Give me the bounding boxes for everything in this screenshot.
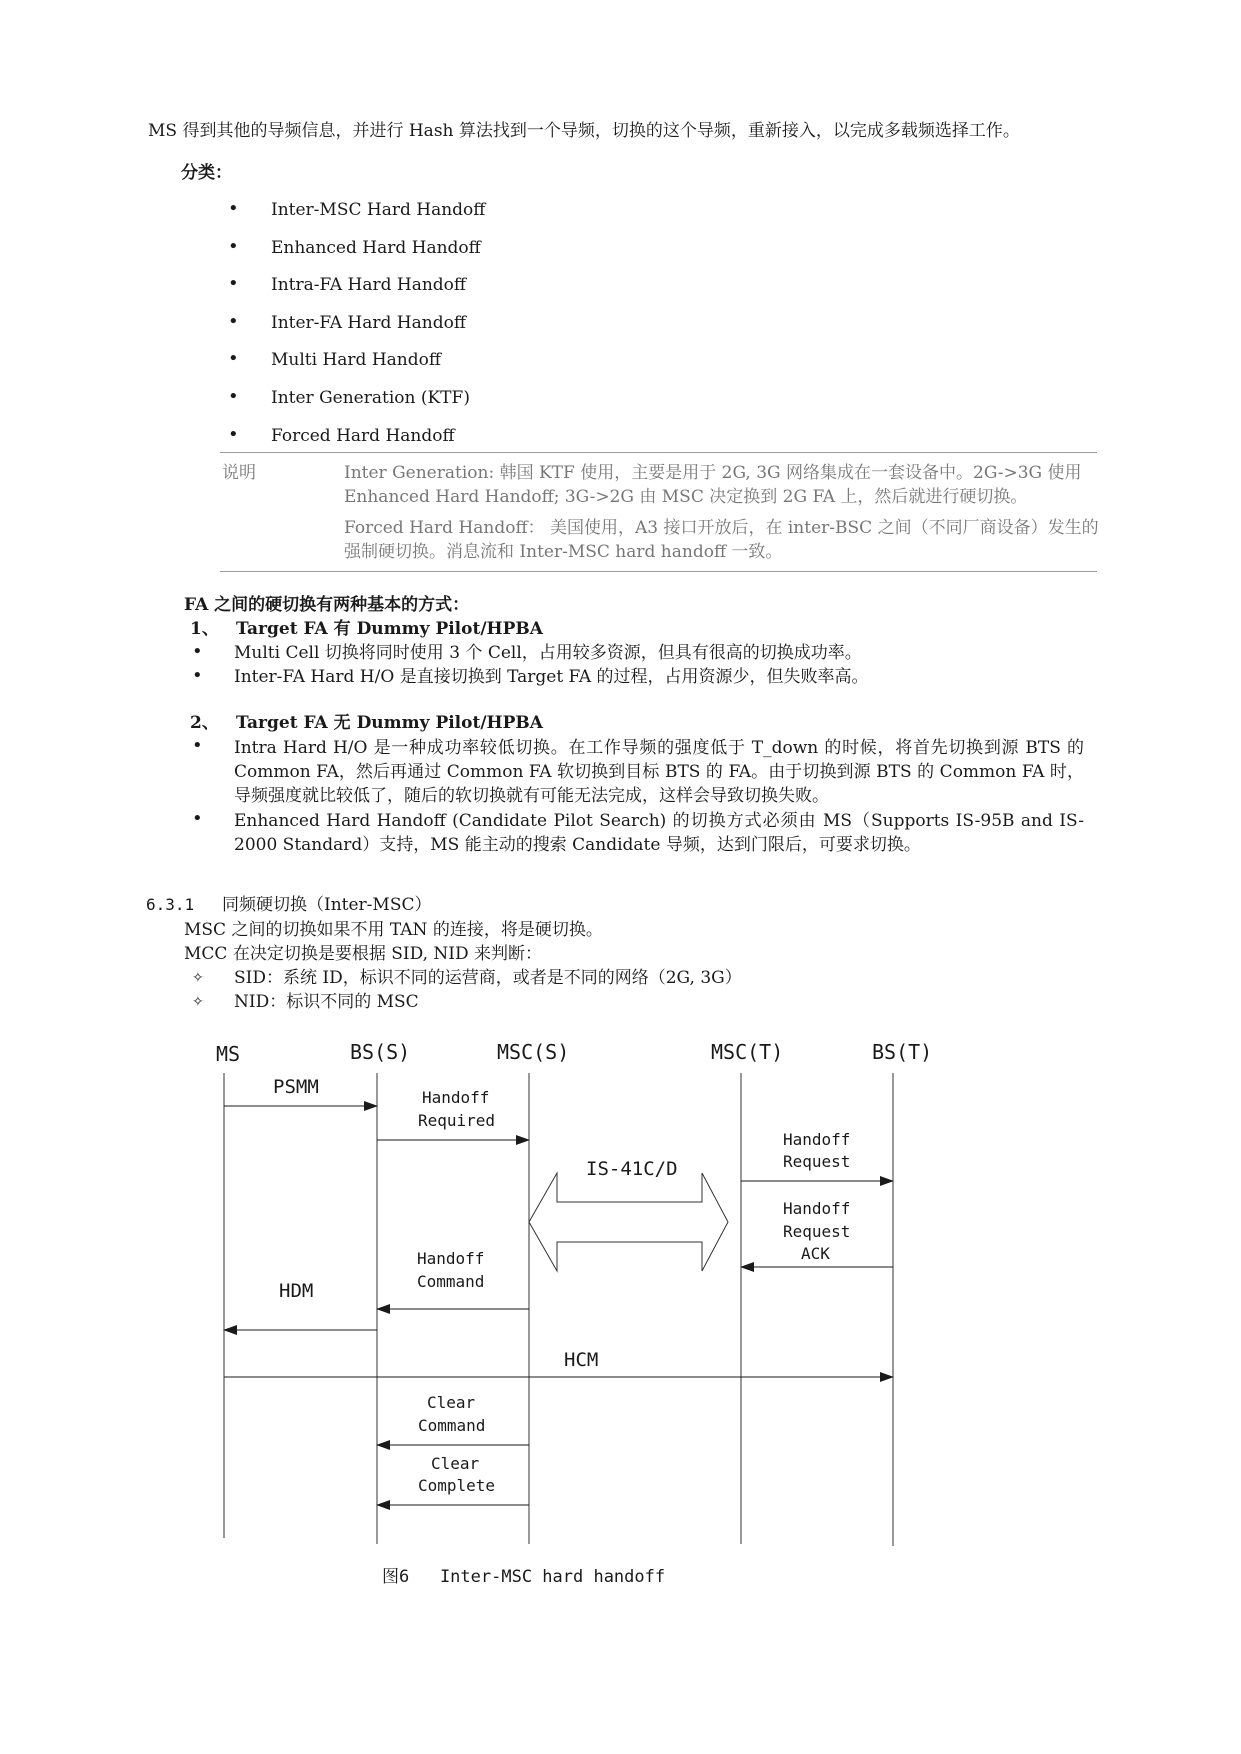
- bullet-dot: •: [228, 311, 239, 332]
- classification-heading: 分类：: [181, 163, 232, 183]
- list-item-label: Inter Generation (KTF): [271, 388, 470, 408]
- section-title: 同频硬切换（Inter-MSC）: [222, 895, 432, 915]
- bullet-dot: •: [192, 665, 203, 686]
- note-paragraph-1-line-2: Enhanced Hard Handoff; 3G->2G 由 MSC 决定换到 2G FA 上，然后就进行硬切换。: [344, 487, 1028, 507]
- bullet-dot: •: [228, 348, 239, 369]
- diamond-bullet-icon: ✧: [192, 970, 204, 986]
- message-clear-command-label-1: Clear: [427, 1393, 476, 1412]
- bullet-dot: •: [192, 641, 203, 662]
- message-psmm-label: PSMM: [273, 1076, 319, 1098]
- entity-msc-s: MSC(S): [497, 1040, 570, 1064]
- message-handoff-command-label-1: Handoff: [417, 1249, 485, 1268]
- bullet-dot: •: [192, 808, 203, 829]
- list-item-label: Forced Hard Handoff: [271, 426, 455, 446]
- section-line-1: MSC 之间的切换如果不用 TAN 的连接，将是硬切换。: [184, 920, 603, 940]
- message-hdm-label: HDM: [279, 1280, 314, 1302]
- fa-heading: FA 之间的硬切换有两种基本的方式：: [184, 595, 470, 615]
- message-handoff-request-ack-label-1: Handoff: [783, 1199, 851, 1218]
- message-handoff-required-label-2: Required: [418, 1111, 496, 1130]
- message-hcm-label: HCM: [564, 1349, 599, 1371]
- case-2-number: 2、: [190, 713, 219, 733]
- case-1-number: 1、: [190, 619, 219, 639]
- bullet-dot: •: [228, 236, 239, 257]
- list-item-label: Intra-FA Hard Handoff: [271, 275, 466, 295]
- entity-bs-s: BS(S): [350, 1040, 411, 1064]
- message-clear-complete-label-2: Complete: [418, 1476, 496, 1495]
- section-sub-item-2: NID：标识不同的 MSC: [234, 992, 419, 1012]
- note-label: 说明: [222, 463, 256, 483]
- bullet-dot: •: [192, 735, 203, 756]
- case-1-title: Target FA 有 Dummy Pilot/HPBA: [236, 619, 543, 639]
- intro-paragraph: MS 得到其他的导频信息，并进行 Hash 算法找到一个导频，切换的这个导频，重新接入，以完成多载频选择工作。: [148, 121, 1020, 141]
- message-handoff-request-label-1: Handoff: [783, 1130, 851, 1149]
- diamond-bullet-icon: ✧: [192, 994, 204, 1010]
- case-2-title: Target FA 无 Dummy Pilot/HPBA: [236, 713, 543, 733]
- bullet-dot: •: [228, 198, 239, 219]
- message-handoff-required-label-1: Handoff: [422, 1088, 490, 1107]
- list-item-label: Inter-FA Hard Handoff: [271, 313, 466, 333]
- case-2-bullet-1: Intra Hard H/O 是一种成功率较低切换。在工作导频的强度低于 T_down 的时候，将首先切换到源 BTS 的 Common FA，然后再通过 Common FA 软切换到目标 BTS 的 FA。由于切换到源 BTS 的 Common FA 时，导频强度就比较低了，随后的软切换就有可能无法完成，这样会导致切换失败。: [234, 738, 1084, 806]
- message-handoff-command-label-2: Command: [417, 1272, 485, 1291]
- entity-ms: MS: [216, 1042, 241, 1066]
- is41-interface-label: IS-41C/D: [586, 1158, 678, 1180]
- note-paragraph-2-line-1: Forced Hard Handoff： 美国使用，A3 接口开放后，在 inter-BSC 之间（不同厂商设备）发生的: [344, 518, 1099, 538]
- figure-caption: 图6 Inter-MSC hard handoff: [382, 1567, 666, 1587]
- note-paragraph-2-line-2: 强制硬切换。消息流和 Inter-MSC hard handoff 一致。: [344, 542, 783, 562]
- message-clear-complete-label-1: Clear: [431, 1454, 480, 1473]
- message-handoff-request-ack-label-3: ACK: [801, 1244, 830, 1263]
- list-item-label: Enhanced Hard Handoff: [271, 238, 481, 258]
- message-handoff-request-ack-label-2: Request: [783, 1222, 851, 1241]
- entity-bs-t: BS(T): [872, 1040, 933, 1064]
- message-clear-command-label-2: Command: [418, 1416, 486, 1435]
- bullet-dot: •: [228, 273, 239, 294]
- is41-interface-arrow: [529, 1173, 728, 1271]
- message-handoff-request-label-2: Request: [783, 1152, 851, 1171]
- section-line-2: MCC 在决定切换是要根据 SID, NID 来判断：: [184, 944, 543, 964]
- bullet-dot: •: [228, 424, 239, 445]
- case-2-bullet-2: Enhanced Hard Handoff (Candidate Pilot Search) 的切换方式必须由 MS（Supports IS-95B and IS-2000 Standard）支持，MS 能主动的搜索 Candidate 导频，达到门限后，可要求切换。: [234, 811, 1084, 855]
- section-number: 6.3.1: [146, 895, 195, 914]
- case-1-bullet-1: Multi Cell 切换将同时使用 3 个 Cell，占用较多资源，但具有很高的切换成功率。: [234, 643, 862, 663]
- case-1-bullet-2: Inter-FA Hard H/O 是直接切换到 Target FA 的过程，占用资源少，但失败率高。: [234, 667, 869, 687]
- entity-msc-t: MSC(T): [711, 1040, 784, 1064]
- section-sub-item-1: SID：系统 ID，标识不同的运营商，或者是不同的网络（2G, 3G）: [234, 968, 742, 988]
- list-item-label: Inter-MSC Hard Handoff: [271, 200, 486, 220]
- bullet-dot: •: [228, 386, 239, 407]
- list-item-label: Multi Hard Handoff: [271, 350, 441, 370]
- note-paragraph-1-line-1: Inter Generation: 韩国 KTF 使用，主要是用于 2G, 3G 网络集成在一套设备中。2G->3G 使用: [344, 463, 1082, 483]
